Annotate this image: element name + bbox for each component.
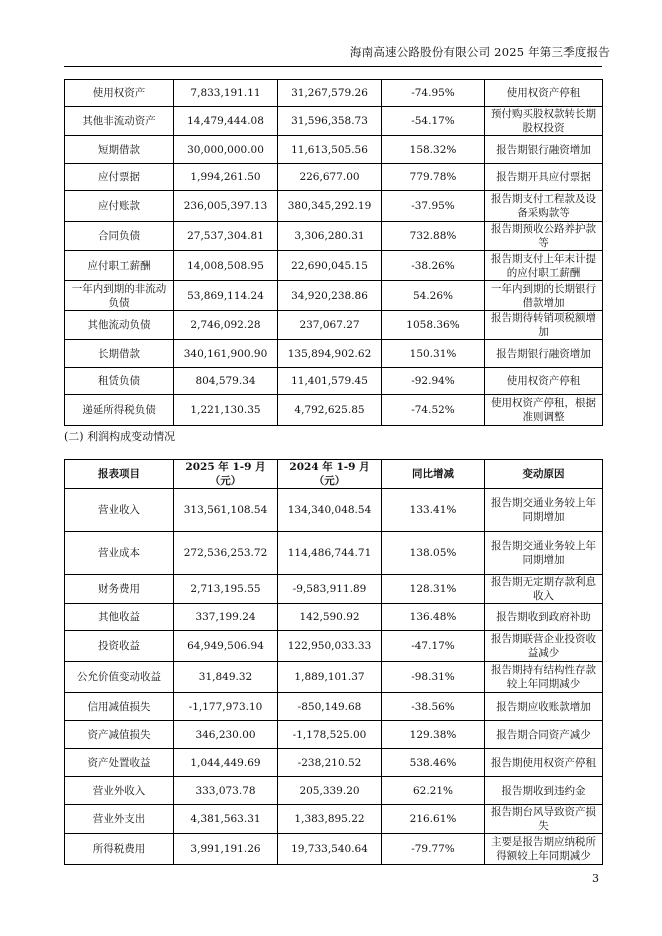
item-cell: 应付账款 bbox=[65, 191, 174, 222]
prior-value-cell: 34,920,238.86 bbox=[278, 281, 382, 311]
table-row bbox=[65, 368, 603, 395]
current-value-cell: 1,044,449.69 bbox=[174, 749, 278, 777]
prior-value-cell: 31,267,579.26 bbox=[278, 80, 382, 107]
reason-cell: 使用权资产停租 bbox=[485, 368, 603, 395]
current-value-cell: 313,561,108.54 bbox=[174, 489, 278, 532]
item-cell: 递延所得税负债 bbox=[65, 395, 174, 426]
item-cell: 应付职工薪酬 bbox=[65, 251, 174, 281]
prior-value-cell: 226,677.00 bbox=[278, 164, 382, 191]
prior-value-cell: 1,383,895.22 bbox=[278, 805, 382, 834]
change-cell: -54.17% bbox=[382, 107, 485, 136]
change-cell: 779.78% bbox=[382, 164, 485, 191]
table-row bbox=[65, 489, 603, 532]
change-cell: 158.32% bbox=[382, 136, 485, 164]
table-row bbox=[65, 395, 603, 426]
change-cell: -98.31% bbox=[382, 662, 485, 693]
current-value-cell: 804,579.34 bbox=[174, 368, 278, 395]
current-value-cell: 64,949,506.94 bbox=[174, 631, 278, 662]
item-cell: 合同负债 bbox=[65, 222, 174, 251]
prior-value-cell: 22,690,045.15 bbox=[278, 251, 382, 281]
change-cell: 129.38% bbox=[382, 721, 485, 749]
item-cell: 营业外支出 bbox=[65, 805, 174, 834]
reason-cell: 报告期银行融资增加 bbox=[485, 136, 603, 164]
change-cell: 732.88% bbox=[382, 222, 485, 251]
item-cell: 租赁负债 bbox=[65, 368, 174, 395]
change-cell: 1058.36% bbox=[382, 311, 485, 340]
reason-cell: 报告期持有结构性存款较上年同期减少 bbox=[485, 662, 603, 693]
reason-cell: 报告期台风导致资产损失 bbox=[485, 805, 603, 834]
change-cell: 216.61% bbox=[382, 805, 485, 834]
item-cell: 信用减值损失 bbox=[65, 693, 174, 721]
prior-value-cell: 135,894,902.62 bbox=[278, 340, 382, 368]
reason-cell: 报告期应收账款增加 bbox=[485, 693, 603, 721]
item-cell: 营业收入 bbox=[65, 489, 174, 532]
change-cell: -74.95% bbox=[382, 80, 485, 107]
current-value-cell: 7,833,191.11 bbox=[174, 80, 278, 107]
reason-cell: 报告期合同资产减少 bbox=[485, 721, 603, 749]
table-row bbox=[65, 311, 603, 340]
item-cell: 资产减值损失 bbox=[65, 721, 174, 749]
reason-cell: 预付购买股权款转长期股权投资 bbox=[485, 107, 603, 136]
reason-cell: 报告期收到违约金 bbox=[485, 777, 603, 805]
item-cell: 财务费用 bbox=[65, 575, 174, 604]
reason-cell: 报告期支付工程款及设备采购款等 bbox=[485, 191, 603, 222]
report-header: 海南高速公路股份有限公司 2025 年第三季度报告 bbox=[349, 45, 610, 59]
table-row bbox=[65, 721, 603, 749]
current-value-cell: 1,221,130.35 bbox=[174, 395, 278, 426]
table-row bbox=[65, 532, 603, 575]
reason-cell: 报告期联营企业投资收益减少 bbox=[485, 631, 603, 662]
current-value-cell: 236,005,397.13 bbox=[174, 191, 278, 222]
current-value-cell: 30,000,000.00 bbox=[174, 136, 278, 164]
reason-cell: 使用权资产停租 bbox=[485, 80, 603, 107]
item-cell: 所得税费用 bbox=[65, 834, 174, 865]
item-cell: 长期借款 bbox=[65, 340, 174, 368]
column-header: 2025 年 1-9 月（元） bbox=[174, 460, 278, 489]
change-cell: -47.17% bbox=[382, 631, 485, 662]
item-cell: 其他流动负债 bbox=[65, 311, 174, 340]
table-row bbox=[65, 191, 603, 222]
profit-changes-table bbox=[64, 459, 603, 865]
section-title: (二) 利润构成变动情况 bbox=[64, 430, 176, 443]
current-value-cell: 4,381,563.31 bbox=[174, 805, 278, 834]
change-cell: -38.26% bbox=[382, 251, 485, 281]
prior-value-cell: -850,149.68 bbox=[278, 693, 382, 721]
change-cell: 62.21% bbox=[382, 777, 485, 805]
change-cell: -38.56% bbox=[382, 693, 485, 721]
prior-value-cell: 19,733,540.64 bbox=[278, 834, 382, 865]
table-row bbox=[65, 662, 603, 693]
table-row bbox=[65, 107, 603, 136]
current-value-cell: 337,199.24 bbox=[174, 604, 278, 631]
prior-value-cell: 11,401,579.45 bbox=[278, 368, 382, 395]
change-cell: 150.31% bbox=[382, 340, 485, 368]
item-cell: 公允价值变动收益 bbox=[65, 662, 174, 693]
prior-value-cell: 4,792,625.85 bbox=[278, 395, 382, 426]
current-value-cell: 1,994,261.50 bbox=[174, 164, 278, 191]
column-header: 变动原因 bbox=[485, 460, 603, 489]
table-row bbox=[65, 251, 603, 281]
prior-value-cell: 3,306,280.31 bbox=[278, 222, 382, 251]
item-cell: 一年内到期的非流动负债 bbox=[65, 281, 174, 311]
current-value-cell: 333,073.78 bbox=[174, 777, 278, 805]
item-cell: 资产处置收益 bbox=[65, 749, 174, 777]
reason-cell: 报告期交通业务较上年同期增加 bbox=[485, 489, 603, 532]
change-cell: -37.95% bbox=[382, 191, 485, 222]
table-header-row bbox=[65, 460, 603, 489]
table-row bbox=[65, 222, 603, 251]
change-cell: -74.52% bbox=[382, 395, 485, 426]
table-row bbox=[65, 164, 603, 191]
reason-cell: 报告期收到政府补助 bbox=[485, 604, 603, 631]
current-value-cell: 346,230.00 bbox=[174, 721, 278, 749]
column-header: 同比增减 bbox=[382, 460, 485, 489]
prior-value-cell: -238,210.52 bbox=[278, 749, 382, 777]
current-value-cell: -1,177,973.10 bbox=[174, 693, 278, 721]
balance-sheet-changes-table bbox=[64, 79, 603, 426]
prior-value-cell: 237,067.27 bbox=[278, 311, 382, 340]
current-value-cell: 31,849.32 bbox=[174, 662, 278, 693]
reason-cell: 报告期预收公路养护款等 bbox=[485, 222, 603, 251]
table-row bbox=[65, 834, 603, 865]
item-cell: 使用权资产 bbox=[65, 80, 174, 107]
current-value-cell: 3,991,191.26 bbox=[174, 834, 278, 865]
change-cell: 138.05% bbox=[382, 532, 485, 575]
prior-value-cell: 11,613,505.56 bbox=[278, 136, 382, 164]
change-cell: 54.26% bbox=[382, 281, 485, 311]
prior-value-cell: 114,486,744.71 bbox=[278, 532, 382, 575]
prior-value-cell: 1,889,101.37 bbox=[278, 662, 382, 693]
table-row bbox=[65, 777, 603, 805]
table-row bbox=[65, 281, 603, 311]
table-row bbox=[65, 693, 603, 721]
current-value-cell: 340,161,900.90 bbox=[174, 340, 278, 368]
prior-value-cell: 142,590.92 bbox=[278, 604, 382, 631]
prior-value-cell: -9,583,911.89 bbox=[278, 575, 382, 604]
prior-value-cell: 31,596,358.73 bbox=[278, 107, 382, 136]
item-cell: 其他非流动资产 bbox=[65, 107, 174, 136]
reason-cell: 报告期银行融资增加 bbox=[485, 340, 603, 368]
change-cell: 538.46% bbox=[382, 749, 485, 777]
reason-cell: 报告期使用权资产停租 bbox=[485, 749, 603, 777]
prior-value-cell: 134,340,048.54 bbox=[278, 489, 382, 532]
reason-cell: 报告期支付上年末计提的应付职工薪酬 bbox=[485, 251, 603, 281]
current-value-cell: 2,746,092.28 bbox=[174, 311, 278, 340]
change-cell: 136.48% bbox=[382, 604, 485, 631]
item-cell: 短期借款 bbox=[65, 136, 174, 164]
prior-value-cell: 205,339.20 bbox=[278, 777, 382, 805]
item-cell: 营业外收入 bbox=[65, 777, 174, 805]
current-value-cell: 27,537,304.81 bbox=[174, 222, 278, 251]
table-row bbox=[65, 749, 603, 777]
item-cell: 营业成本 bbox=[65, 532, 174, 575]
table-row bbox=[65, 604, 603, 631]
reason-cell: 主要是报告期应纳税所得额较上年同期减少 bbox=[485, 834, 603, 865]
prior-value-cell: 122,950,033.33 bbox=[278, 631, 382, 662]
column-header: 报表项目 bbox=[65, 460, 174, 489]
table-row bbox=[65, 575, 603, 604]
item-cell: 投资收益 bbox=[65, 631, 174, 662]
current-value-cell: 14,008,508.95 bbox=[174, 251, 278, 281]
reason-cell: 一年内到期的长期银行借款增加 bbox=[485, 281, 603, 311]
reason-cell: 报告期交通业务较上年同期增加 bbox=[485, 532, 603, 575]
prior-value-cell: -1,178,525.00 bbox=[278, 721, 382, 749]
current-value-cell: 2,713,195.55 bbox=[174, 575, 278, 604]
current-value-cell: 53,869,114.24 bbox=[174, 281, 278, 311]
reason-cell: 报告期开具应付票据 bbox=[485, 164, 603, 191]
table-row bbox=[65, 631, 603, 662]
item-cell: 应付票据 bbox=[65, 164, 174, 191]
item-cell: 其他收益 bbox=[65, 604, 174, 631]
reason-cell: 报告期无定期存款利息收入 bbox=[485, 575, 603, 604]
current-value-cell: 272,536,253.72 bbox=[174, 532, 278, 575]
change-cell: -79.77% bbox=[382, 834, 485, 865]
page-number: 3 bbox=[592, 872, 599, 885]
prior-value-cell: 380,345,292.19 bbox=[278, 191, 382, 222]
table-row bbox=[65, 805, 603, 834]
table-row bbox=[65, 136, 603, 164]
change-cell: 133.41% bbox=[382, 489, 485, 532]
change-cell: 128.31% bbox=[382, 575, 485, 604]
reason-cell: 使用权资产停租，根据准则调整 bbox=[485, 395, 603, 426]
current-value-cell: 14,479,444.08 bbox=[174, 107, 278, 136]
table-row bbox=[65, 80, 603, 107]
table-row bbox=[65, 340, 603, 368]
column-header: 2024 年 1-9 月（元） bbox=[278, 460, 382, 489]
change-cell: -92.94% bbox=[382, 368, 485, 395]
reason-cell: 报告期待转销项税额增加 bbox=[485, 311, 603, 340]
header-divider bbox=[64, 66, 602, 67]
